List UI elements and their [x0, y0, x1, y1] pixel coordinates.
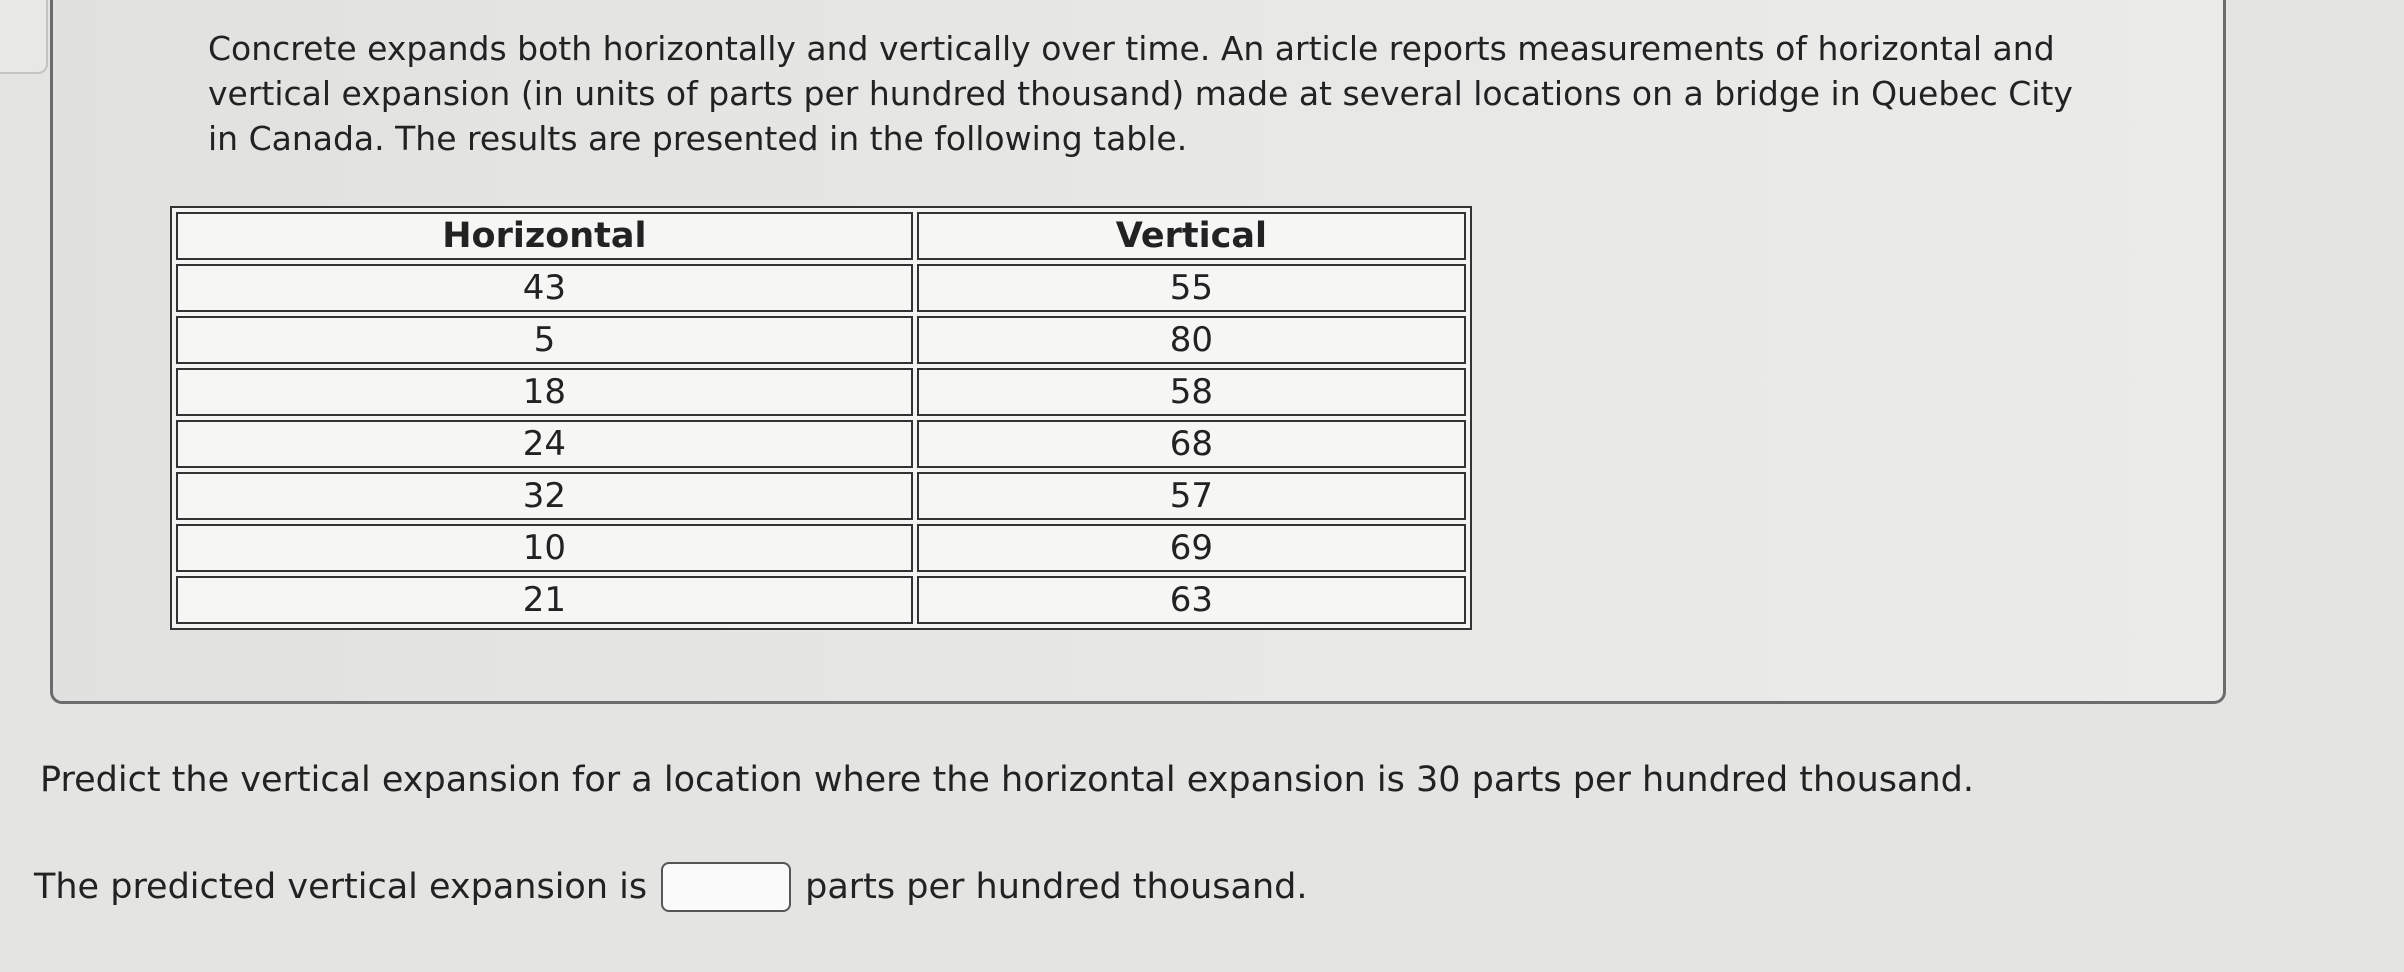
vertical-cell: 63 [917, 576, 1466, 624]
expansion-data-table [170, 206, 1472, 630]
table-row [176, 420, 1466, 468]
horizontal-cell: 24 [176, 420, 913, 468]
answer-suffix-label: parts per hundred thousand. [805, 867, 1308, 907]
vertical-cell: 55 [917, 264, 1466, 312]
table-row [176, 264, 1466, 312]
column-header-vertical: Vertical [917, 212, 1466, 260]
vertical-cell: 69 [917, 524, 1466, 572]
table-row [176, 368, 1466, 416]
vertical-cell: 58 [917, 368, 1466, 416]
answer-prefix-label: The predicted vertical expansion is [34, 867, 648, 907]
horizontal-cell: 18 [176, 368, 913, 416]
horizontal-cell: 21 [176, 576, 913, 624]
problem-intro-text: Concrete expands both horizontally and vertically over time. An article reports measurements of horizontal and vertical expansion (in units of parts per hundred thousand) made at several locations on a bridge in Quebec City in Canada. The results are presented in the following table. [208, 29, 2073, 158]
table-header-row [176, 212, 1466, 260]
answer-row [34, 862, 1308, 912]
table-row [176, 316, 1466, 364]
table-row [176, 524, 1466, 572]
previous-panel-edge [0, 0, 48, 74]
question-text: Predict the vertical expansion for a location where the horizontal expansion is 30 parts per hundred thousand. [40, 760, 1975, 800]
vertical-cell: 57 [917, 472, 1466, 520]
column-header-horizontal: Horizontal [176, 212, 913, 260]
answer-input[interactable] [661, 862, 791, 912]
horizontal-cell: 43 [176, 264, 913, 312]
horizontal-cell: 32 [176, 472, 913, 520]
vertical-cell: 68 [917, 420, 1466, 468]
table-row [176, 472, 1466, 520]
horizontal-cell: 5 [176, 316, 913, 364]
table-row [176, 576, 1466, 624]
vertical-cell: 80 [917, 316, 1466, 364]
horizontal-cell: 10 [176, 524, 913, 572]
